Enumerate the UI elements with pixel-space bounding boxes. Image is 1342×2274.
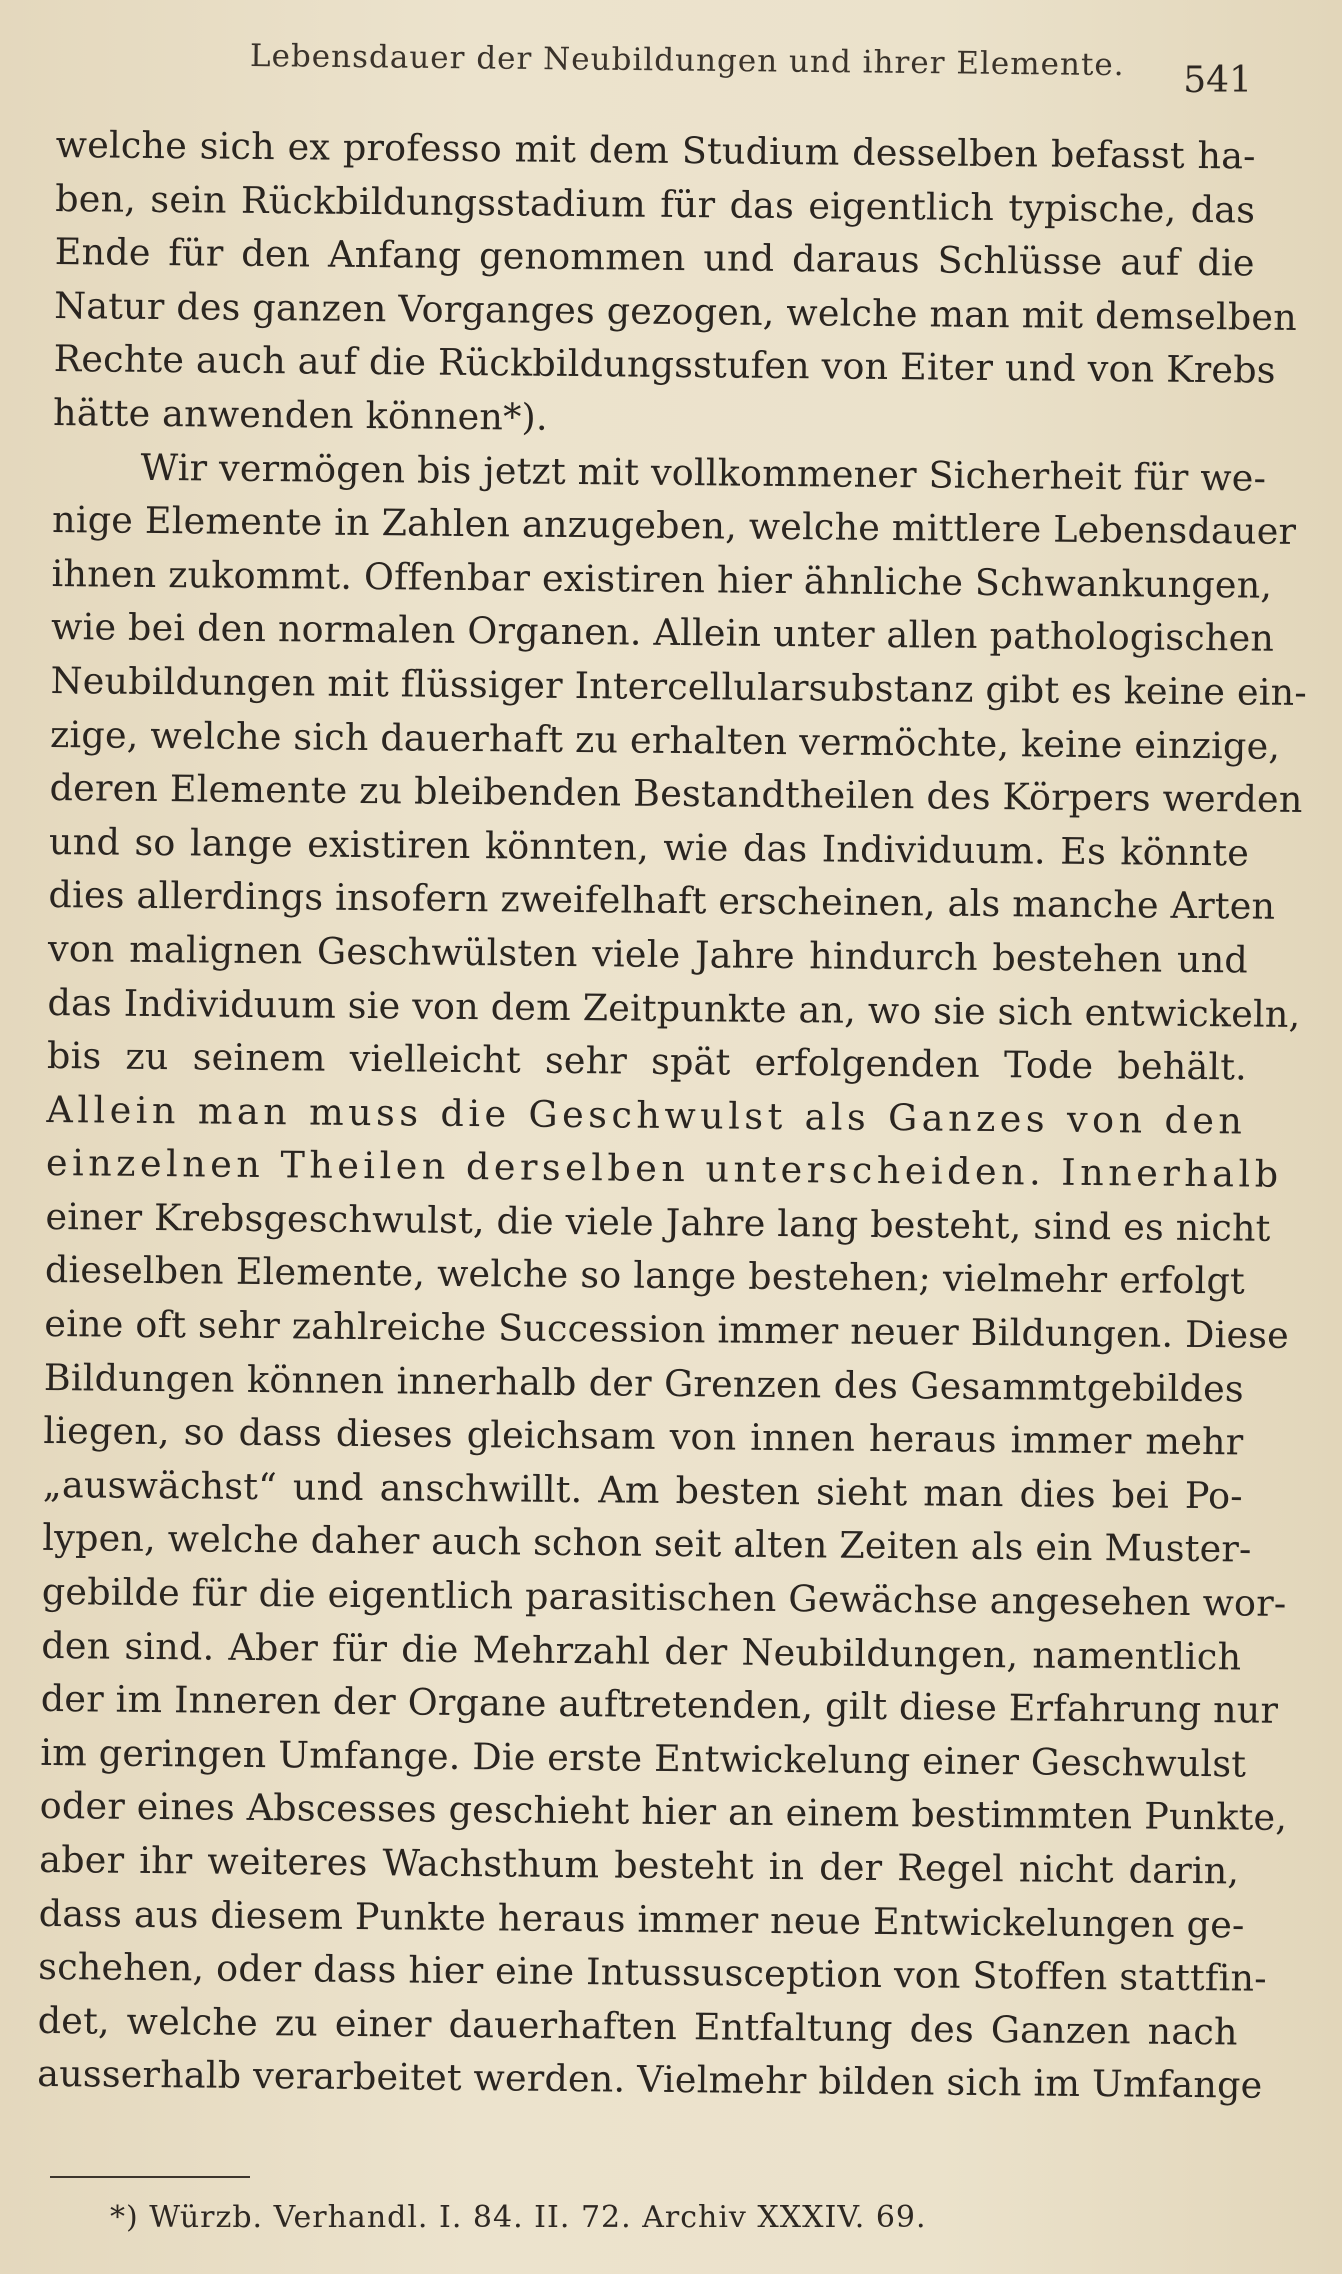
- text-line: Natur des ganzen Vorganges gezogen, welche man mit demselben: [53, 283, 1298, 339]
- text-line: dies allerdings insofern zweifelhaft erscheinen, als manche Arten: [48, 873, 1276, 929]
- text-line: Ende für den Anfang genommen und daraus Schlüsse auf die: [54, 230, 1255, 285]
- text-line: ben, sein Rückbildungsstadium für das eigentlich typische, das: [55, 176, 1256, 232]
- text-line: im geringen Umfange. Die erste Entwickelung einer Geschwulst: [40, 1730, 1247, 1786]
- footnote-rule: [50, 2176, 250, 2178]
- text-line: aber ihr weiteres Wachsthum besteht in der Regel nicht darin,: [39, 1837, 1240, 1893]
- text-line: und so lange existiren könnten, wie das Individuum. Es könnte: [48, 819, 1250, 875]
- text-line: Neubildungen mit flüssiger Intercellularsubstanz gibt es keine ein-: [50, 658, 1308, 714]
- text-line: wie bei den normalen Organen. Allein unter allen pathologischen: [50, 605, 1275, 661]
- text-line: liegen, so dass dieses gleichsam von innen heraus immer mehr: [43, 1409, 1244, 1464]
- text-line: den sind. Aber für die Mehrzahl der Neubildungen, namentlich: [41, 1623, 1242, 1679]
- text-line: det, welche zu einer dauerhaften Entfaltung des Ganzen nach: [37, 1998, 1238, 2054]
- text-line: lypen, welche daher auch schon seit alten Zeiten als ein Muster-: [42, 1516, 1252, 1571]
- page-number: 541: [1183, 60, 1252, 101]
- text-line: der im Inneren der Organe auftretenden, gilt diese Erfahrung nur: [40, 1677, 1279, 1733]
- text-line: „auswächst“ und anschwillt. Am besten sieht man dies bei Po-: [42, 1462, 1244, 1518]
- text-line: nige Elemente in Zahlen anzugeben, welche mittlere Lebensdauer: [51, 498, 1297, 554]
- text-line: ihnen zukommt. Offenbar existiren hier ähnliche Schwankungen,: [51, 551, 1273, 607]
- text-line: dass aus diesem Punkte heraus immer neue Entwickelungen ge-: [38, 1891, 1245, 1947]
- body-text: [37, 118, 1308, 2112]
- page-header: [249, 30, 1252, 101]
- text-line: deren Elemente zu bleibenden Bestandtheilen des Körpers werden: [49, 766, 1303, 822]
- text-line: zige, welche sich dauerhaft zu erhalten vermöchte, keine einzige,: [49, 712, 1281, 768]
- text-line: schehen, oder dass hier eine Intussusception von Stoffen stattfin-: [38, 1945, 1267, 2000]
- text-line: das Individuum sie von dem Zeitpunkte an, wo sie sich entwickeln,: [47, 980, 1301, 1036]
- text-line: hätte anwenden können*).: [52, 390, 548, 439]
- running-head: Lebensdauer der Neubildungen und ihrer Elemente.: [249, 38, 1125, 84]
- text-line: einer Krebsgeschwulst, die viele Jahre lang besteht, sind es nicht: [45, 1194, 1271, 1250]
- text-line: Bildungen können innerhalb der Grenzen des Gesammtgebildes: [43, 1355, 1245, 1411]
- text-line: Allein man muss die Geschwulst als Ganzes von den: [46, 1087, 1247, 1143]
- footnote: *) Würzb. Verhandl. I. 84. II. 72. Archiv XXXIV. 69.: [110, 2200, 927, 2235]
- text-line: Wir vermögen bis jetzt mit vollkommener Sicherheit für we-: [140, 445, 1267, 500]
- text-line: bis zu seinem vielleicht sehr spät erfolgenden Tode behält.: [46, 1034, 1248, 1089]
- text-line: dieselben Elemente, welche so lange bestehen; vielmehr erfolgt: [44, 1248, 1246, 1303]
- text-line: welche sich ex professo mit dem Studium desselben befasst ha-: [55, 122, 1256, 178]
- text-line: einzelnen Theilen derselben unterscheiden. Innerhalb: [45, 1141, 1283, 1197]
- text-line: eine oft sehr zahlreiche Succession immer neuer Bildungen. Diese: [44, 1302, 1290, 1357]
- text-line: oder eines Abscesses geschieht hier an einem bestimmten Punkte,: [39, 1784, 1288, 1840]
- text-line: von malignen Geschwülsten viele Jahre hindurch bestehen und: [47, 926, 1249, 982]
- text-line: gebilde für die eigentlich parasitischen Gewächse angesehen wor-: [41, 1569, 1287, 1625]
- text-line: ausserhalb verarbeitet werden. Vielmehr bilden sich im Umfange: [37, 2052, 1263, 2108]
- text-line: Rechte auch auf die Rückbildungsstufen von Eiter und von Krebs: [53, 337, 1276, 393]
